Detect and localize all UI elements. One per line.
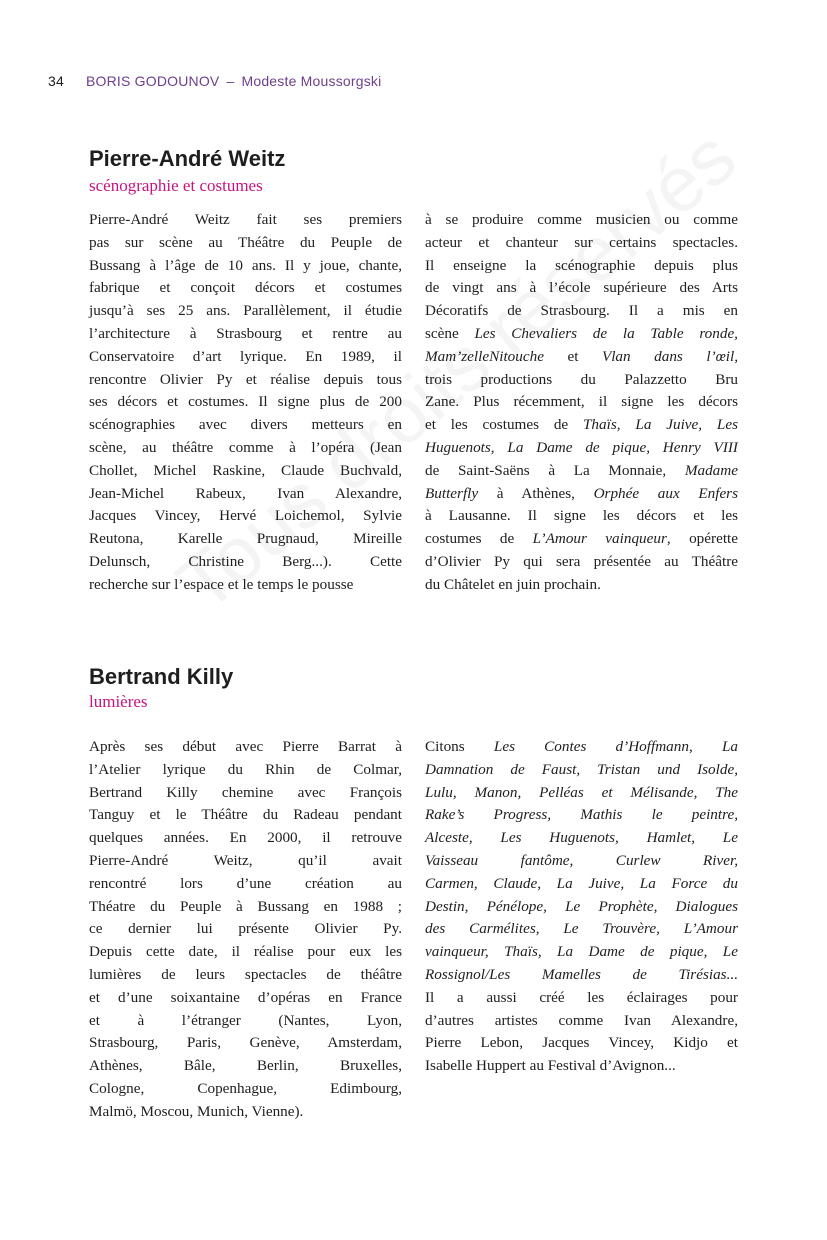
text-line: Il a aussi créé les éclairages pour bbox=[425, 988, 738, 1006]
text-line: l’Atelier lyrique du Rhin de Colmar, bbox=[89, 760, 402, 778]
text-line: des Carmélites, Le Trouvère, L’Amour bbox=[425, 920, 738, 938]
text-line: Isabelle Huppert au Festival d’Avignon... bbox=[425, 1057, 676, 1075]
text-line: et les costumes de Thaïs, La Juive, Les bbox=[425, 416, 738, 434]
text-line: scénographies avec divers metteurs en bbox=[89, 416, 402, 434]
text-line: Mam’zelleNitouche et Vlan dans l’œil, bbox=[425, 347, 738, 365]
text-line: Butterfly à Athènes, Orphée aux Enfers bbox=[425, 484, 739, 502]
text-line: du Châtelet en juin prochain. bbox=[425, 575, 601, 593]
text-line: Depuis cette date, il réalise pour eux les bbox=[89, 943, 402, 961]
text-line: costumes de L’Amour vainqueur, opérette bbox=[425, 530, 738, 548]
page-header bbox=[48, 73, 381, 89]
text-line: Carmen, Claude, La Juive, La Force du bbox=[425, 874, 738, 892]
header-separator: – bbox=[226, 73, 235, 89]
text-line: Bussang à l’âge de 10 ans. Il y joue, chante, bbox=[89, 256, 402, 274]
text-line: Rossignol/Les Mamelles de Tirésias... bbox=[425, 965, 738, 983]
text-line: Destin, Pénélope, Le Prophète, Dialogues bbox=[425, 897, 738, 915]
text-line: jusqu’à ses 25 ans. Parallèlement, il étudie bbox=[89, 302, 402, 320]
opera-title: BORIS GODOUNOV bbox=[85, 73, 220, 89]
text-line: fabrique et conçoit décors et costumes bbox=[89, 279, 402, 297]
text-line: vainqueur, Thaïs, La Dame de pique, Le bbox=[425, 943, 738, 961]
bio-name-killy: Bertrand Killy bbox=[89, 664, 234, 689]
text-line: Tanguy et le Théâtre du Radeau pendant bbox=[89, 806, 402, 824]
text-line: Conservatoire d’art lyrique. En 1989, il bbox=[89, 347, 402, 365]
text-line: Lulu, Manon, Pelléas et Mélisande, The bbox=[425, 783, 738, 801]
bio-text-col2-weitz bbox=[425, 209, 738, 597]
text-line: Damnation de Faust, Tristan und Isolde, bbox=[425, 760, 738, 778]
text-line: de vingt ans à l’école supérieure des Arts bbox=[425, 279, 738, 297]
text-line: Théatre du Peuple à Bussang en 1988 ; bbox=[89, 897, 402, 915]
text-line: lumières de leurs spectacles de théâtre bbox=[89, 965, 402, 983]
text-line: Zane. Plus récemment, il signe les décors bbox=[425, 393, 738, 411]
text-line: d’Olivier Py qui sera présentée au Théâtre bbox=[425, 552, 738, 570]
text-line: Delunsch, Christine Berg...). Cette bbox=[89, 552, 402, 570]
text-line: Chollet, Michel Raskine, Claude Buchvald, bbox=[89, 461, 402, 479]
text-line: et d’une soixantaine d’opéras en France bbox=[89, 988, 402, 1006]
text-line: Rake’s Progress, Mathis le peintre, bbox=[425, 806, 738, 824]
text-line: Après ses début avec Pierre Barrat à bbox=[89, 738, 402, 755]
text-line: Pierre Lebon, Jacques Vincey, Kidjo et bbox=[425, 1034, 738, 1052]
text-line: Alceste, Les Huguenots, Hamlet, Le bbox=[425, 829, 738, 847]
text-line: Cologne, Copenhague, Edimbourg, bbox=[89, 1079, 402, 1097]
text-line: scène, au théâtre comme à l’opéra (Jean bbox=[89, 438, 402, 456]
bio-role-killy: lumières bbox=[89, 692, 148, 711]
bio-text-col2-killy bbox=[425, 736, 738, 1078]
text-line: ses décors et costumes. Il signe plus de 200 bbox=[89, 393, 402, 411]
text-line: Vaisseau fantôme, Curlew River, bbox=[425, 851, 738, 869]
text-line: Décoratifs de Strasbourg. Il a mis en bbox=[425, 302, 738, 320]
text-line: Reutona, Karelle Prugnaud, Mireille bbox=[89, 530, 402, 548]
bio-role-weitz: scénographie et costumes bbox=[89, 176, 263, 195]
text-line: Bertrand Killy chemine avec François bbox=[89, 783, 402, 801]
text-line: de Saint-Saëns à La Monnaie, Madame bbox=[425, 461, 738, 479]
text-line: Il enseigne la scénographie depuis plus bbox=[425, 256, 738, 274]
text-line: trois productions du Palazzetto Bru bbox=[425, 370, 738, 388]
text-line: Citons Les Contes d’Hoffmann, La bbox=[425, 738, 738, 755]
text-line: rencontré lors d’une création au bbox=[89, 874, 402, 892]
bio-name-weitz: Pierre-André Weitz bbox=[89, 146, 286, 171]
text-line: scène Les Chevaliers de la Table ronde, bbox=[425, 324, 738, 342]
text-line: à Lausanne. Il signe les décors et les bbox=[425, 507, 738, 525]
text-line: d’autres artistes comme Ivan Alexandre, bbox=[425, 1011, 738, 1029]
text-line: Malmö, Moscou, Munich, Vienne). bbox=[89, 1102, 304, 1120]
text-line: à se produire comme musicien ou comme bbox=[425, 211, 738, 228]
text-line: pas sur scène au Théâtre du Peuple de bbox=[89, 233, 402, 251]
text-line: rencontre Olivier Py et réalise depuis tous bbox=[89, 370, 402, 388]
bio-text-col1-weitz bbox=[89, 209, 402, 597]
text-line: acteur et chanteur sur certains spectacles. bbox=[425, 233, 738, 251]
text-line: Pierre-André Weitz fait ses premiers bbox=[89, 211, 402, 228]
text-line: l’architecture à Strasbourg et rentre au bbox=[89, 324, 402, 342]
text-line: Pierre-André Weitz, qu’il avait bbox=[89, 851, 402, 869]
text-line: Huguenots, La Dame de pique, Henry VIII bbox=[425, 438, 738, 456]
text-line: Athènes, Bâle, Berlin, Bruxelles, bbox=[89, 1057, 402, 1075]
text-line: quelques années. En 2000, il retrouve bbox=[89, 829, 402, 847]
text-line: Strasbourg, Paris, Genève, Amsterdam, bbox=[89, 1034, 402, 1052]
text-line: recherche sur l’espace et le temps le pousse bbox=[89, 575, 354, 593]
composer-name: Modeste Moussorgski bbox=[241, 73, 382, 89]
bio-text-col1-killy bbox=[89, 736, 402, 1124]
text-line: Jacques Vincey, Hervé Loichemol, Sylvie bbox=[89, 507, 402, 525]
text-line: ce dernier lui présente Olivier Py. bbox=[89, 920, 402, 938]
text-line: Jean-Michel Rabeux, Ivan Alexandre, bbox=[89, 484, 402, 502]
text-line: et à l’étranger (Nantes, Lyon, bbox=[89, 1011, 402, 1029]
page-number: 34 bbox=[48, 73, 64, 89]
